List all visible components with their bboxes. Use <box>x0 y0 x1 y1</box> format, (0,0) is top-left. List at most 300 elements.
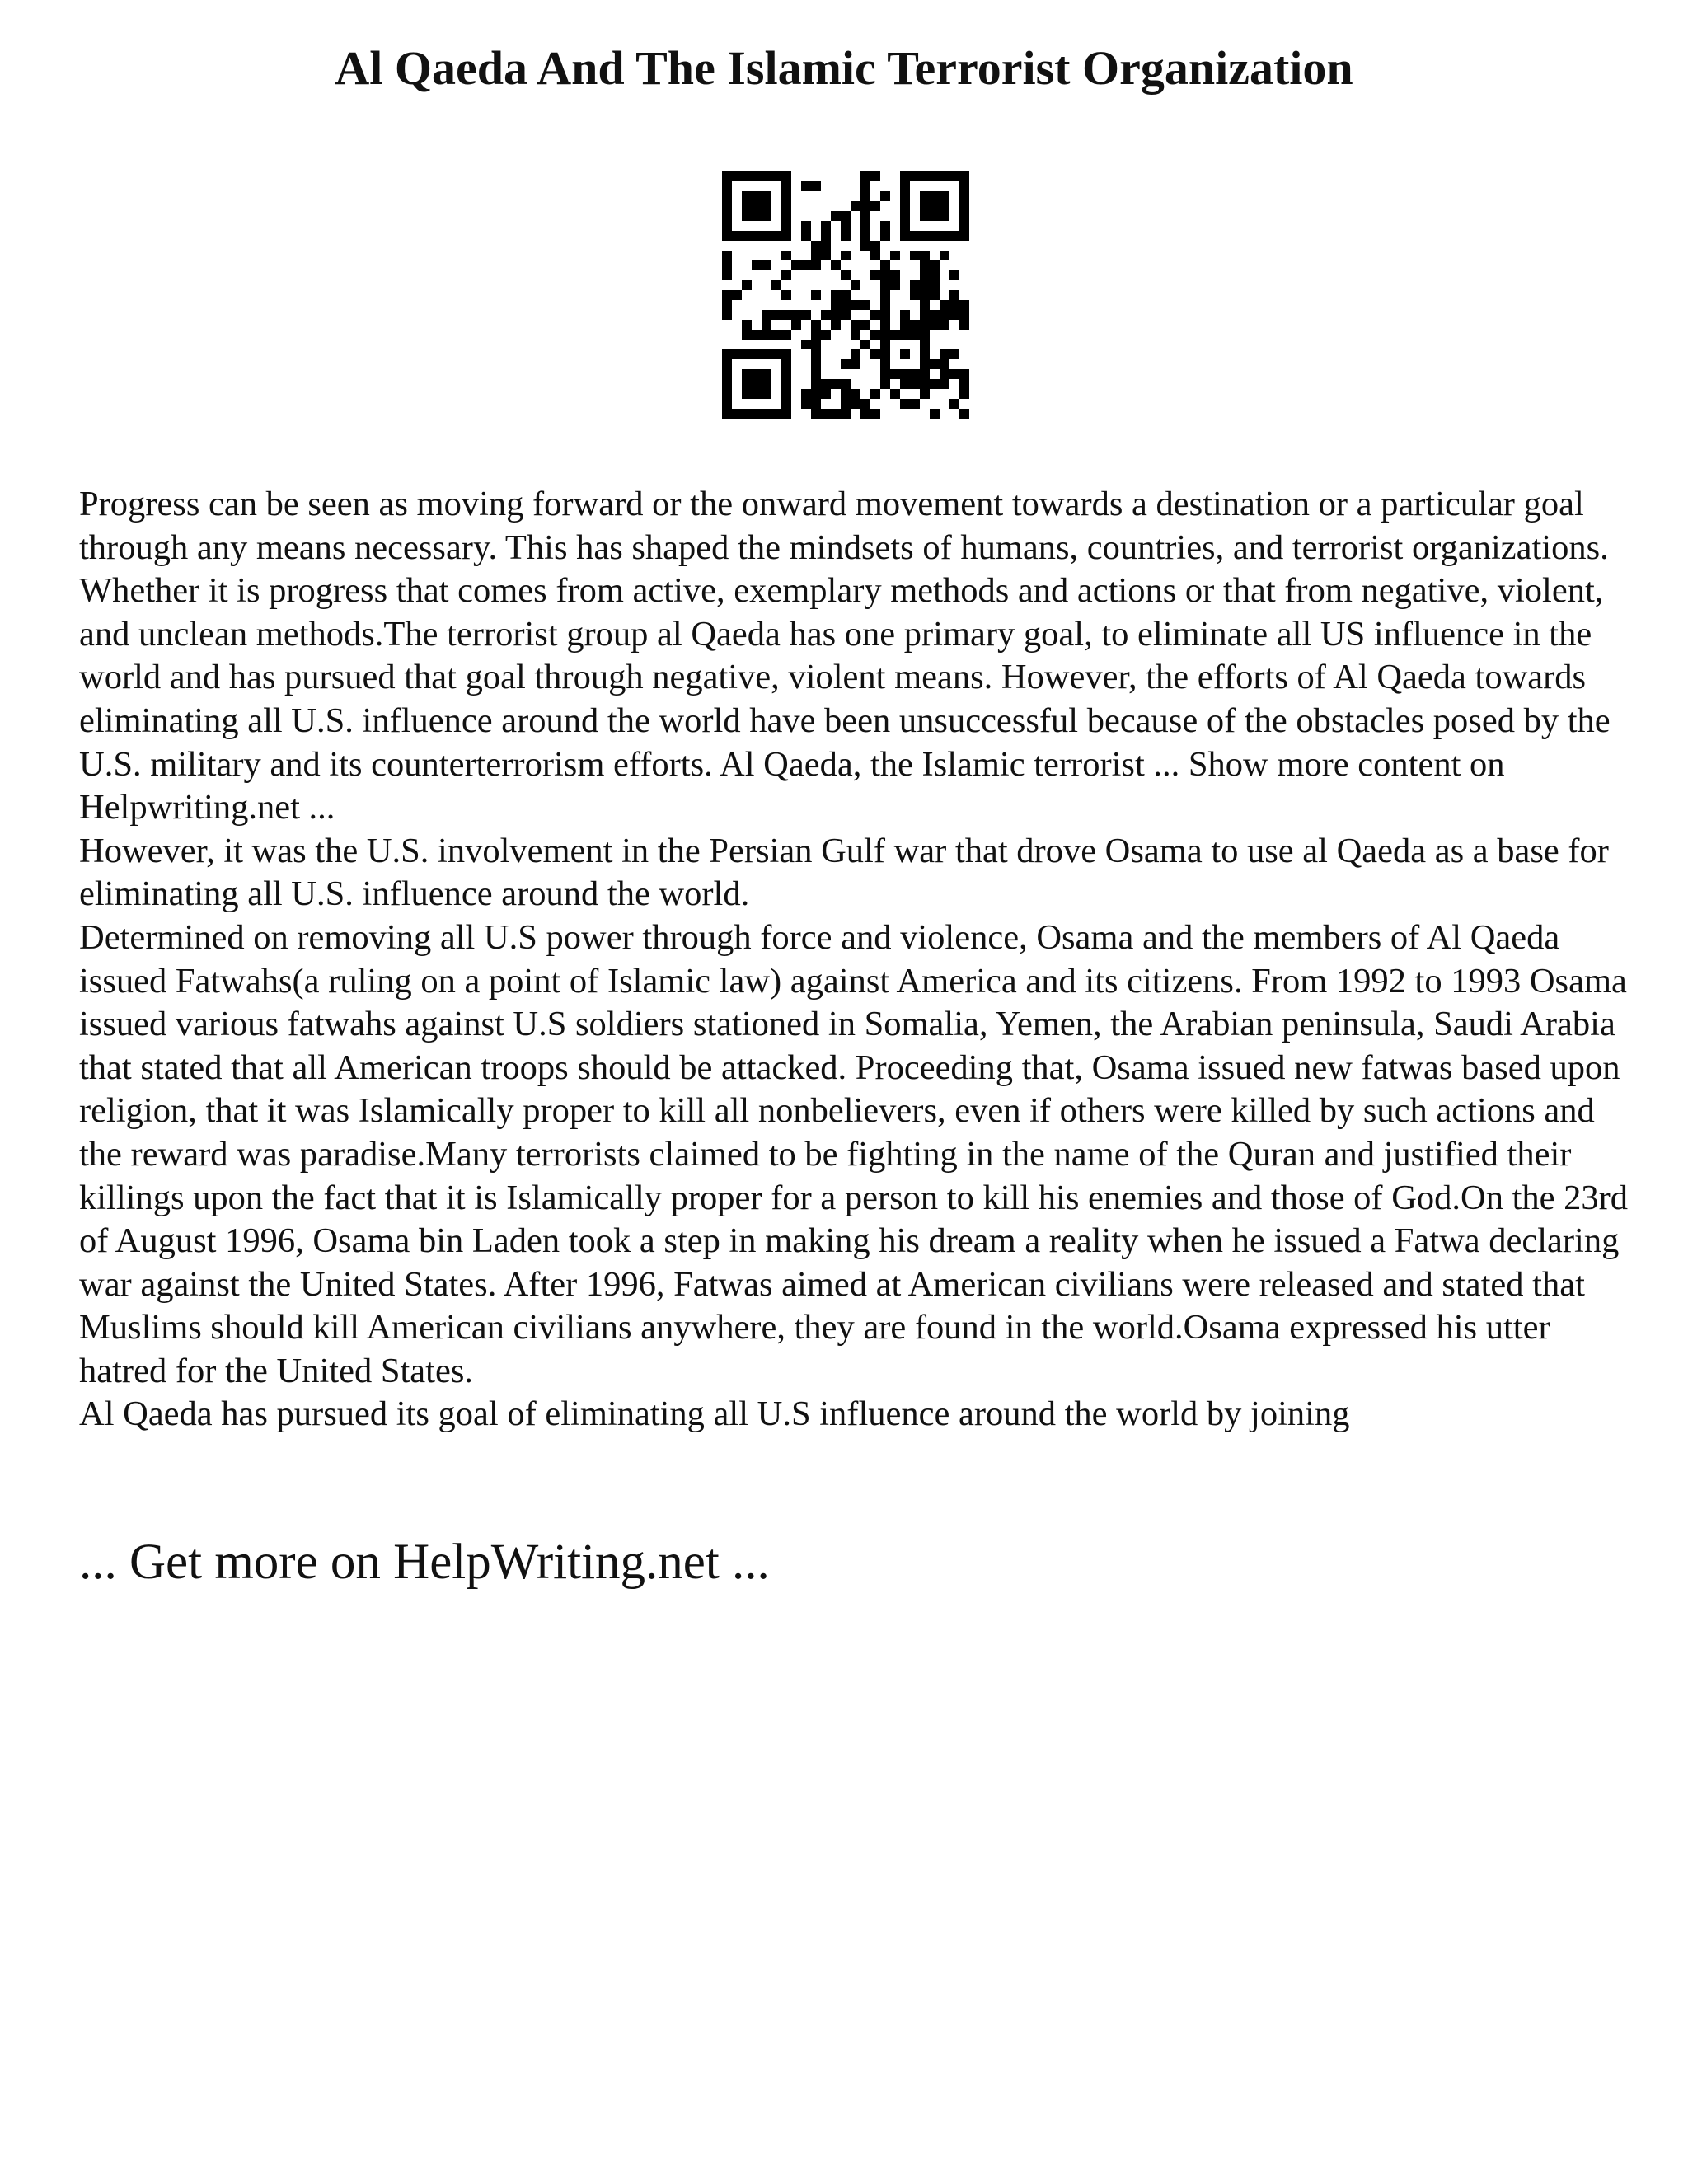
qr-module <box>801 231 811 241</box>
qr-module <box>752 349 762 359</box>
qr-module <box>959 201 969 211</box>
qr-module <box>722 389 732 399</box>
qr-module <box>851 320 860 330</box>
qr-module <box>880 300 890 310</box>
qr-module <box>811 181 821 191</box>
qr-module <box>910 171 920 181</box>
qr-module <box>860 171 870 181</box>
qr-module <box>880 379 890 389</box>
qr-module <box>781 201 791 211</box>
qr-module <box>781 221 791 231</box>
qr-module <box>900 191 910 201</box>
qr-module <box>732 231 742 241</box>
qr-module <box>870 349 880 359</box>
qr-module <box>722 399 732 409</box>
qr-module <box>940 191 950 201</box>
qr-module <box>880 340 890 349</box>
qr-module <box>811 369 821 379</box>
qr-module <box>841 389 851 399</box>
qr-module <box>880 270 890 280</box>
qr-module <box>742 409 752 419</box>
qr-module <box>752 330 762 340</box>
qr-module <box>722 290 732 300</box>
qr-module <box>890 369 900 379</box>
qr-module <box>851 201 860 211</box>
qr-module <box>940 369 950 379</box>
qr-module <box>870 389 880 399</box>
qr-module <box>920 340 930 349</box>
qr-module <box>930 260 940 270</box>
qr-module <box>900 320 910 330</box>
qr-module <box>791 310 801 320</box>
qr-module <box>821 221 831 231</box>
qr-module <box>762 379 771 389</box>
qr-module <box>880 359 890 369</box>
qr-module <box>732 409 742 419</box>
qr-module <box>900 211 910 221</box>
qr-module <box>959 211 969 221</box>
qr-module <box>752 260 762 270</box>
qr-module <box>762 231 771 241</box>
qr-module <box>811 260 821 270</box>
qr-module <box>870 409 880 419</box>
qr-module <box>841 300 851 310</box>
qr-module <box>841 379 851 389</box>
qr-module <box>841 270 851 280</box>
qr-module <box>781 399 791 409</box>
qr-module <box>851 349 860 359</box>
qr-module <box>920 270 930 280</box>
qr-module <box>959 379 969 389</box>
qr-module <box>920 260 930 270</box>
qr-module <box>950 399 959 409</box>
paragraph: Determined on removing all U.S power through force and violence, Osama and the members of Al Qaeda issued Fatwahs(a ruling on a point of Islamic law) against America and its citizens. From 1992 to 1993 Osama issued various fatwahs against U.S soldiers stationed in Somalia, Yemen, the Arabian peninsula, Saudi Arabia that stated that all American troops should be attacked. Proceeding that, Osama issued new fatwas based upon religion, that it was Islamically proper to kill all nonbelievers, even if others were killed by such actions and the reward was paradise.Many terrorists claimed to be fighting in the name of the Quran and justified their killings upon the fact that it is Islamically proper for a person to kill his enemies and those of God.On the 23rd of August 1996, Osama bin Laden took a step in making his dream a reality when he issued a Fatwa declaring war against the United States. After 1996, Fatwas aimed at American civilians were released and stated that Muslims should kill American civilians anywhere, they are found in the world.Osama expressed his utter hatred for the United States. <box>79 917 1629 1390</box>
qr-module <box>930 201 940 211</box>
qr-module <box>910 280 920 290</box>
qr-module <box>940 300 950 310</box>
qr-module <box>910 399 920 409</box>
qr-module <box>880 290 890 300</box>
qr-module <box>841 231 851 241</box>
qr-module <box>851 399 860 409</box>
qr-module <box>900 349 910 359</box>
qr-module <box>851 359 860 369</box>
qr-module <box>722 310 732 320</box>
qr-module <box>940 201 950 211</box>
qr-module <box>910 290 920 300</box>
qr-module <box>860 191 870 201</box>
qr-module <box>781 290 791 300</box>
qr-module <box>781 379 791 389</box>
qr-module <box>880 310 890 320</box>
qr-module <box>860 409 870 419</box>
qr-module <box>900 310 910 320</box>
qr-module <box>959 320 969 330</box>
qr-module <box>900 379 910 389</box>
get-more-link[interactable]: ... Get more on HelpWriting.net ... <box>79 1535 770 1590</box>
qr-module <box>920 379 930 389</box>
qr-module <box>742 379 752 389</box>
qr-module <box>959 389 969 399</box>
qr-module <box>801 221 811 231</box>
qr-module <box>811 290 821 300</box>
qr-module <box>900 221 910 231</box>
qr-module <box>722 260 732 270</box>
qr-module <box>831 300 841 310</box>
qr-module <box>851 330 860 340</box>
qr-module <box>841 359 851 369</box>
qr-module <box>722 211 732 221</box>
qr-module <box>910 369 920 379</box>
qr-module <box>860 300 870 310</box>
qr-module <box>752 231 762 241</box>
qr-module <box>880 320 890 330</box>
qr-module <box>900 231 910 241</box>
qr-module <box>940 171 950 181</box>
qr-module <box>910 330 920 340</box>
qr-module <box>742 280 752 290</box>
qr-module <box>781 231 791 241</box>
qr-module <box>860 320 870 330</box>
qr-module <box>771 349 781 359</box>
qr-module <box>920 389 930 399</box>
qr-module <box>781 389 791 399</box>
qr-module <box>771 310 781 320</box>
qr-module <box>762 310 771 320</box>
qr-module <box>781 349 791 359</box>
qr-module <box>801 340 811 349</box>
qr-module <box>880 231 890 241</box>
qr-module <box>959 221 969 231</box>
qr-module <box>771 280 781 290</box>
qr-module <box>940 211 950 221</box>
qr-module <box>762 191 771 201</box>
qr-module <box>821 379 831 389</box>
qr-module <box>841 290 851 300</box>
qr-module <box>791 260 801 270</box>
qr-module <box>940 251 950 260</box>
qr-module <box>841 399 851 409</box>
qr-module <box>860 181 870 191</box>
qr-module <box>930 171 940 181</box>
qr-module <box>722 181 732 191</box>
qr-module <box>831 310 841 320</box>
qr-module <box>860 241 870 251</box>
qr-module <box>722 201 732 211</box>
qr-module <box>920 191 930 201</box>
qr-module <box>722 270 732 280</box>
qr-module <box>940 349 950 359</box>
qr-module <box>930 359 940 369</box>
qr-module <box>950 231 959 241</box>
qr-module <box>930 211 940 221</box>
qr-module <box>752 211 762 221</box>
qr-module <box>752 389 762 399</box>
qr-module <box>910 251 920 260</box>
qr-module <box>811 379 821 389</box>
paragraph: Al Qaeda has pursued its goal of eliminating all U.S influence around the world by joining <box>79 1394 1350 1434</box>
qr-module <box>959 300 969 310</box>
qr-module <box>940 379 950 389</box>
qr-module <box>762 409 771 419</box>
qr-module <box>811 320 821 330</box>
qr-module <box>821 310 831 320</box>
qr-module <box>801 389 811 399</box>
qr-module <box>920 310 930 320</box>
qr-module <box>880 260 890 270</box>
qr-module <box>900 330 910 340</box>
document-body <box>79 483 1629 1436</box>
qr-module <box>860 231 870 241</box>
qr-module <box>811 409 821 419</box>
qr-module <box>811 399 821 409</box>
qr-module <box>860 221 870 231</box>
qr-module <box>959 231 969 241</box>
qr-module <box>920 369 930 379</box>
qr-module <box>722 379 732 389</box>
qr-module <box>781 369 791 379</box>
qr-module <box>781 181 791 191</box>
qr-module <box>732 349 742 359</box>
qr-module <box>950 369 959 379</box>
qr-module <box>950 300 959 310</box>
qr-module <box>920 280 930 290</box>
qr-module <box>890 251 900 260</box>
qr-module <box>959 181 969 191</box>
qr-module <box>920 251 930 260</box>
qr-module <box>900 171 910 181</box>
qr-module <box>910 231 920 241</box>
qr-module <box>781 171 791 181</box>
qr-module <box>791 320 801 330</box>
qr-module <box>821 409 831 419</box>
qr-module <box>959 171 969 181</box>
qr-module <box>930 280 940 290</box>
qr-module <box>890 330 900 340</box>
qr-module <box>742 231 752 241</box>
qr-module <box>870 171 880 181</box>
qr-module <box>831 320 841 330</box>
qr-module <box>742 349 752 359</box>
qr-module <box>722 231 732 241</box>
qr-module <box>900 201 910 211</box>
qr-module <box>851 300 860 310</box>
qr-module <box>811 359 821 369</box>
qr-module <box>910 320 920 330</box>
qr-module <box>950 290 959 300</box>
qr-module <box>880 369 890 379</box>
qr-module <box>722 349 732 359</box>
qr-module <box>920 359 930 369</box>
qr-module <box>811 389 821 399</box>
qr-module <box>920 300 930 310</box>
qr-module <box>771 409 781 419</box>
qr-module <box>762 260 771 270</box>
qr-module <box>910 379 920 389</box>
qr-module <box>831 379 841 389</box>
qr-module <box>722 369 732 379</box>
qr-module <box>811 330 821 340</box>
qr-module <box>940 359 950 369</box>
qr-module <box>742 330 752 340</box>
qr-module <box>841 211 851 221</box>
qr-module <box>920 211 930 221</box>
qr-module <box>722 221 732 231</box>
qr-module <box>831 290 841 300</box>
qr-module <box>940 310 950 320</box>
qr-module <box>742 201 752 211</box>
qr-module <box>742 369 752 379</box>
qr-module <box>920 320 930 330</box>
qr-module <box>959 409 969 419</box>
qr-module <box>781 211 791 221</box>
qr-module <box>920 330 930 340</box>
paragraph: However, it was the U.S. involvement in the Persian Gulf war that drove Osama to use al Qaeda as a base for eliminating all U.S. influence around the world. <box>79 831 1609 914</box>
qr-module <box>742 211 752 221</box>
qr-module <box>722 359 732 369</box>
qr-module <box>722 300 732 310</box>
qr-module <box>752 171 762 181</box>
qr-module <box>732 290 742 300</box>
qr-module <box>841 409 851 419</box>
qr-module <box>801 399 811 409</box>
qr-module <box>752 379 762 389</box>
qr-module <box>930 310 940 320</box>
qr-module <box>950 171 959 181</box>
qr-module <box>781 270 791 280</box>
qr-module <box>959 191 969 201</box>
qr-module <box>920 290 930 300</box>
qr-module <box>781 191 791 201</box>
qr-module <box>880 280 890 290</box>
qr-module <box>880 191 890 201</box>
qr-module <box>781 330 791 340</box>
qr-module <box>860 340 870 349</box>
qr-module <box>880 330 890 340</box>
qr-module <box>870 310 880 320</box>
qr-module <box>870 270 880 280</box>
qr-module <box>752 369 762 379</box>
qr-module <box>890 280 900 290</box>
qr-module <box>771 330 781 340</box>
qr-module <box>801 260 811 270</box>
qr-module <box>722 251 732 260</box>
qr-module <box>900 369 910 379</box>
qr-module <box>920 171 930 181</box>
qr-module <box>870 241 880 251</box>
qr-module <box>831 260 841 270</box>
qr-module <box>811 241 821 251</box>
qr-module <box>801 181 811 191</box>
qr-module <box>781 310 791 320</box>
qr-module <box>821 231 831 241</box>
qr-module <box>860 201 870 211</box>
qr-module <box>821 251 831 260</box>
qr-code-icon <box>722 171 969 419</box>
paragraph: Progress can be seen as moving forward or the onward movement towards a destination or a particular goal through any means necessary. This has shaped the mindsets of humans, countries, and terrorist organizations. Whether it is progress that comes from active, exemplary methods and actions or that from negative, violent, and unclean methods.The terrorist group al Qaeda has one primary goal, to eliminate all US influence in the world and has pursued that goal through negative, violent means. However, the efforts of Al Qaeda towards eliminating all U.S. influence around the world have been unsuccessful because of the obstacles posed by the U.S. military and its counterterrorism efforts. Al Qaeda, the Islamic terrorist ... Show more content on Helpwriting.net ... <box>79 485 1611 827</box>
qr-module <box>920 349 930 359</box>
qr-module <box>781 409 791 419</box>
qr-module <box>821 241 831 251</box>
qr-module <box>742 171 752 181</box>
qr-module <box>762 201 771 211</box>
qr-module <box>860 211 870 221</box>
qr-module <box>732 171 742 181</box>
qr-module <box>870 251 880 260</box>
qr-module <box>930 290 940 300</box>
qr-module <box>880 349 890 359</box>
qr-module <box>940 231 950 241</box>
qr-module <box>851 280 860 290</box>
qr-module <box>841 251 851 260</box>
qr-module <box>930 191 940 201</box>
qr-module <box>752 201 762 211</box>
qr-module <box>781 251 791 260</box>
qr-module <box>821 330 831 340</box>
qr-module <box>841 221 851 231</box>
qr-module <box>900 181 910 191</box>
qr-module <box>742 191 752 201</box>
qr-module <box>811 340 821 349</box>
qr-module <box>771 231 781 241</box>
qr-module <box>771 171 781 181</box>
qr-module <box>762 330 771 340</box>
document-title: Al Qaeda And The Islamic Terrorist Organization <box>335 41 1353 95</box>
qr-module <box>821 389 831 399</box>
qr-module <box>940 320 950 330</box>
qr-module <box>762 389 771 399</box>
qr-module <box>890 389 900 399</box>
qr-module <box>900 399 910 409</box>
qr-module <box>959 369 969 379</box>
qr-module <box>752 409 762 419</box>
qr-module <box>742 389 752 399</box>
qr-module <box>722 409 732 419</box>
qr-module <box>831 211 841 221</box>
qr-module <box>950 270 959 280</box>
qr-module <box>950 349 959 359</box>
qr-module <box>870 330 880 340</box>
qr-module <box>930 270 940 280</box>
qr-module <box>781 359 791 369</box>
qr-module <box>930 320 940 330</box>
qr-module <box>959 310 969 320</box>
qr-module <box>920 231 930 241</box>
qr-module <box>950 310 959 320</box>
qr-module <box>762 171 771 181</box>
qr-module <box>762 211 771 221</box>
qr-module <box>930 379 940 389</box>
qr-module <box>811 349 821 359</box>
qr-module <box>752 191 762 201</box>
qr-module <box>870 201 880 211</box>
qr-module <box>762 369 771 379</box>
qr-module <box>722 191 732 201</box>
qr-module <box>880 221 890 231</box>
qr-module <box>930 409 940 419</box>
qr-module <box>890 270 900 280</box>
qr-module <box>930 231 940 241</box>
qr-module <box>762 320 771 330</box>
qr-module <box>841 310 851 320</box>
qr-module <box>851 389 860 399</box>
qr-module <box>831 409 841 419</box>
qr-module <box>722 171 732 181</box>
qr-module <box>860 399 870 409</box>
qr-module <box>801 310 811 320</box>
qr-module <box>762 349 771 359</box>
qr-module <box>920 201 930 211</box>
